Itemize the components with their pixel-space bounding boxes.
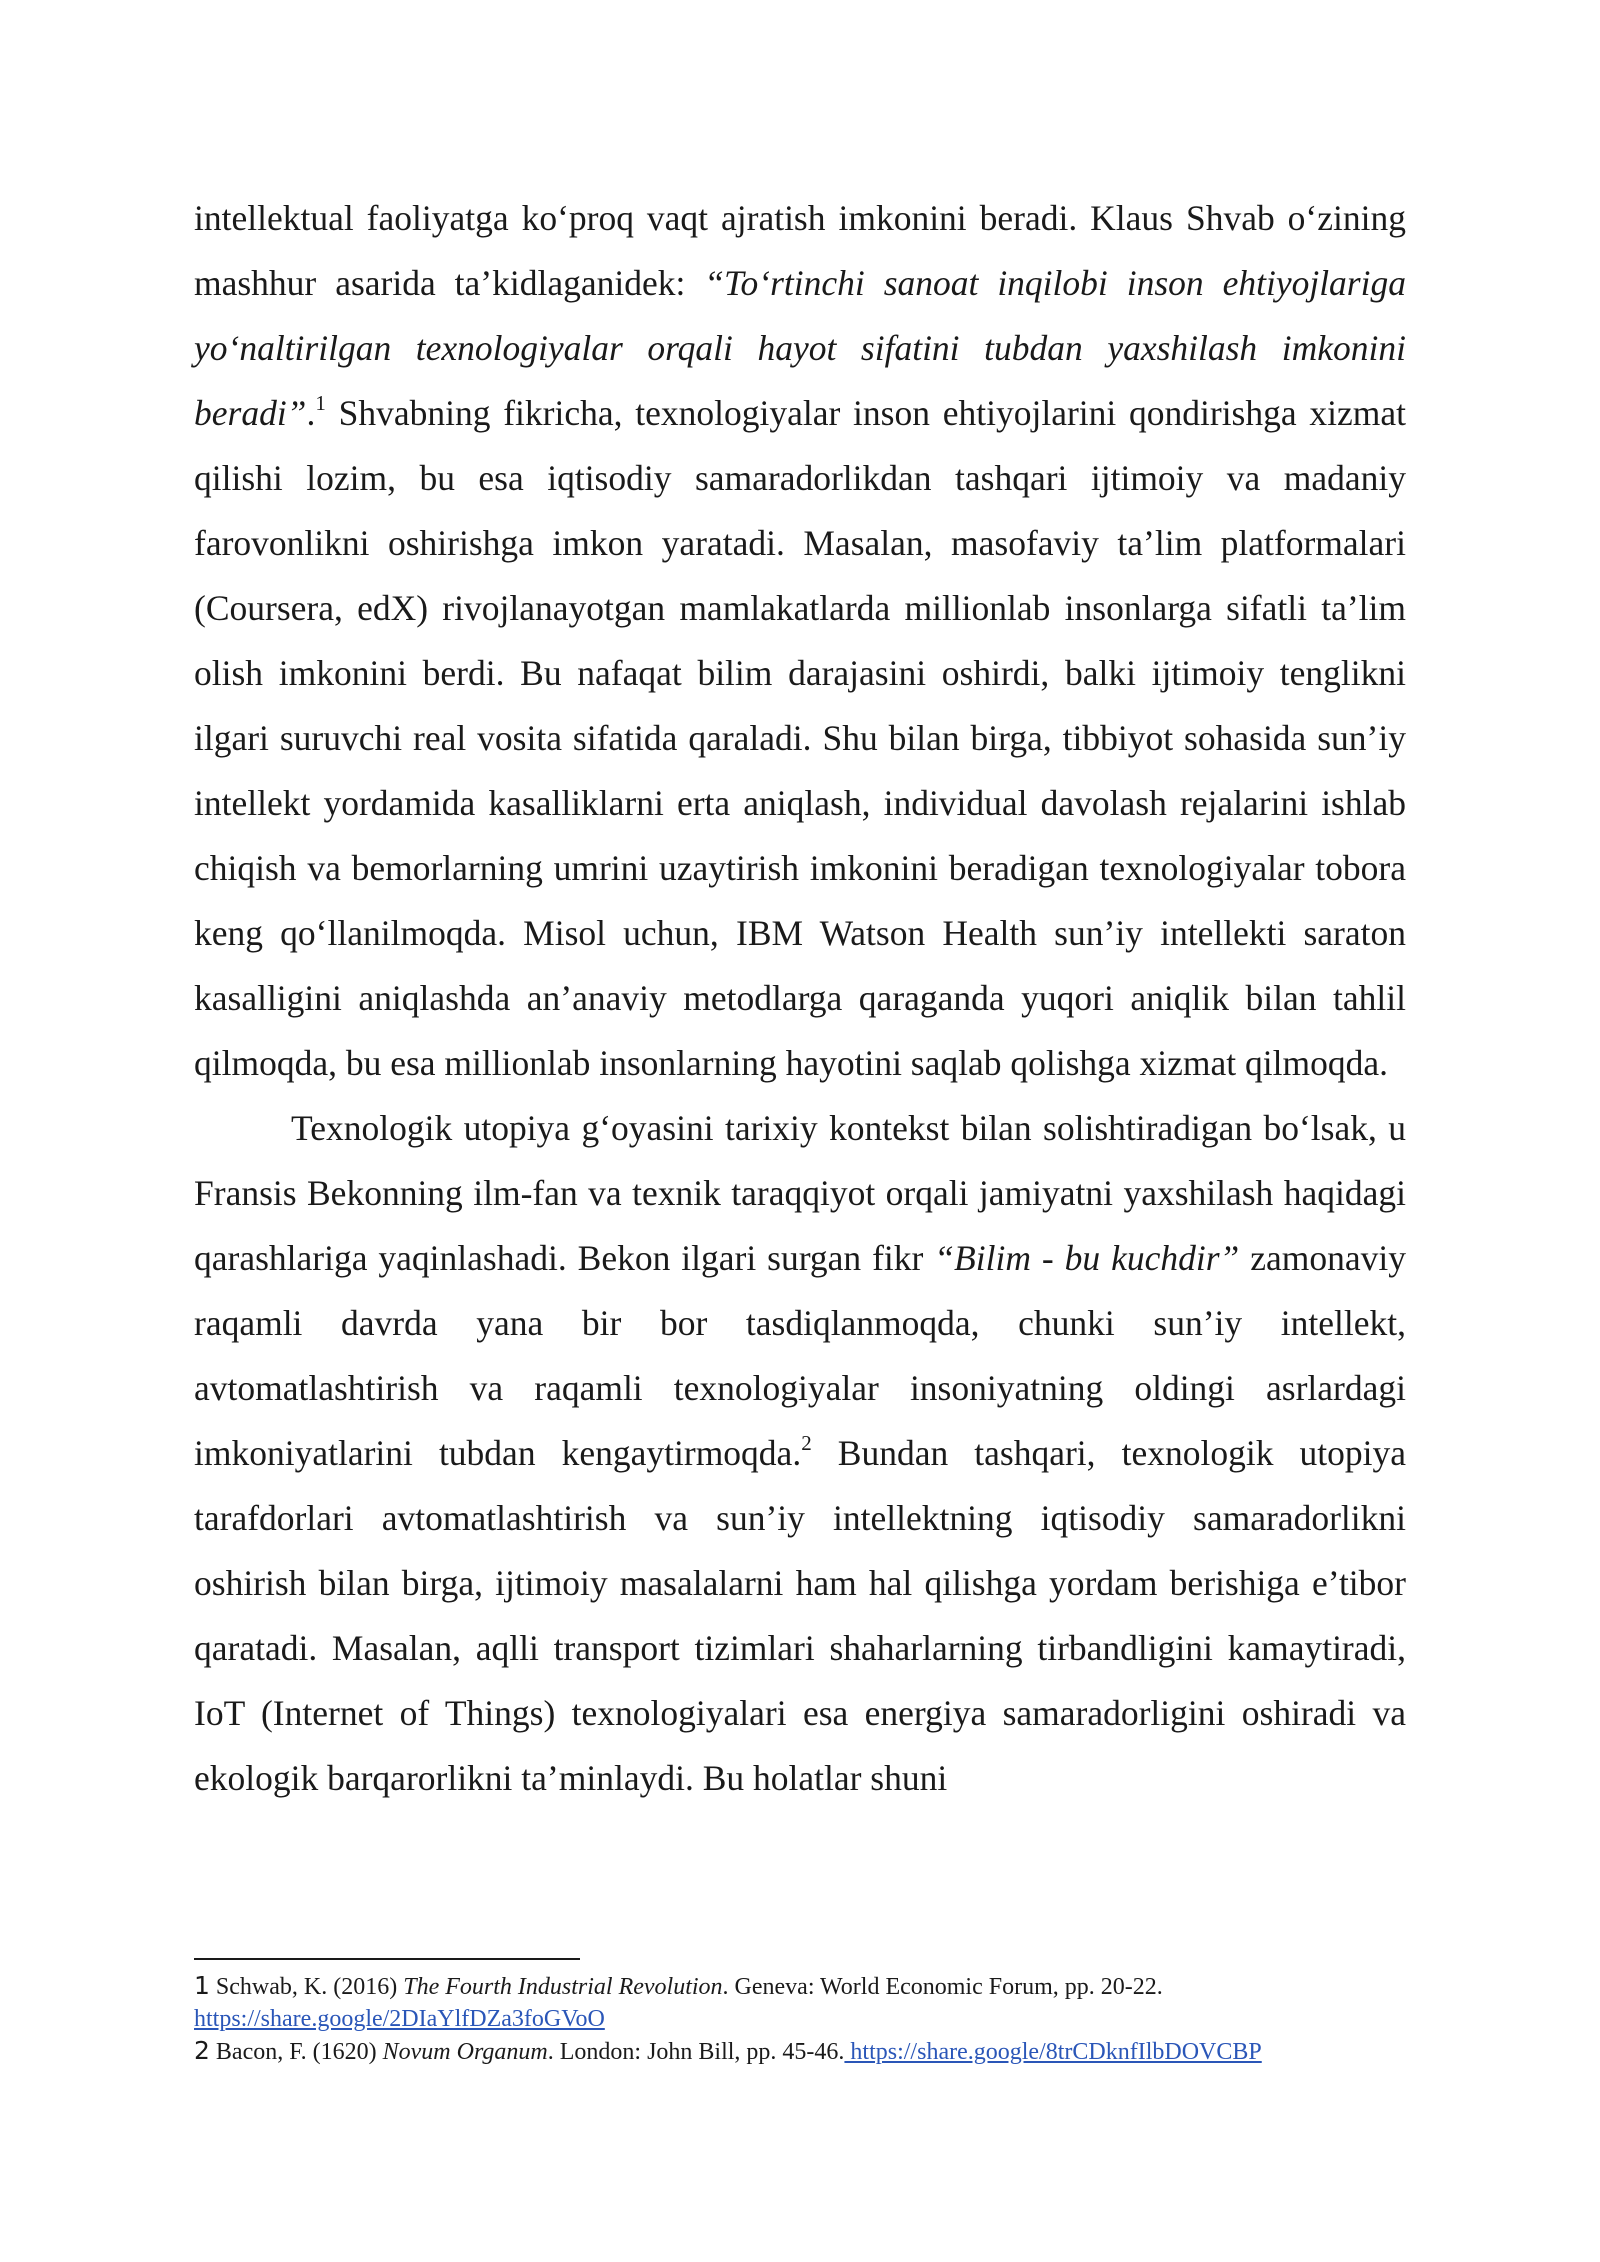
footnote-ref-1[interactable]: 1 bbox=[315, 391, 326, 416]
footnote-ref-2[interactable]: 2 bbox=[801, 1431, 812, 1456]
paragraph-1 bbox=[194, 186, 1406, 1096]
footnote-2-author: Bacon, F. (1620) bbox=[209, 2039, 383, 2065]
footnote-1-publisher: . Geneva: World Economic Forum, pp. 20-22. bbox=[722, 1974, 1163, 2000]
footnote-2-link[interactable]: https://share.google/8trCDknfIlbDOVCBP bbox=[844, 2039, 1262, 2065]
footnote-separator bbox=[194, 1958, 580, 1960]
footnote-1-author: Schwab, K. (2016) bbox=[209, 1974, 404, 2000]
footnote-2-number: 2 bbox=[194, 2036, 210, 2065]
footnote-1 bbox=[194, 1970, 1434, 2035]
footnote-1-number: 1 bbox=[194, 1971, 210, 2000]
footnote-2-publisher: . London: John Bill, pp. 45-46. bbox=[547, 2039, 845, 2065]
paragraph-2-text-end: Bundan tashqari, texnologik utopiya tarafdorlari avtomatlashtirish va sun’iy intellektning iqtisodiy samaradorlikni oshirish bilan birga, ijtimoiy masalalarni ham hal qilishga yordam berishiga e’tibor qaratadi. Masalan, aqlli transport tizimlari shaharlarning tirbandligini kamaytiradi, IoT (Internet of Things) texnologiyalari esa energiya samaradorligini oshiradi va ekologik barqarorlikni ta’minlaydi. Bu holatlar shuni bbox=[194, 1433, 1406, 1798]
paragraph-1-text-end: Shvabning fikricha, texnologiyalar inson ehtiyojlarini qondirishga xizmat qilishi lozim, bu esa iqtisodiy samaradorlikdan tashqari ijtimoiy va madaniy farovonlikni oshirishga imkon yaratadi. Masalan, masofaviy ta’lim platformalari (Coursera, edX) rivojlanayotgan mamlakatlarda millionlab insonlarga sifatli ta’lim olish imkonini berdi. Bu nafaqat bilim darajasini oshirdi, balki ijtimoiy tenglikni ilgari suruvchi real vosita sifatida qaraladi. Shu bilan birga, tibbiyot sohasida sun’iy intellekt yordamida kasalliklarni erta aniqlash, individual davolash rejalarini ishlab chiqish va bemorlarning umrini uzaytirish imkonini beradigan texnologiyalar tobora keng qo‘llanilmoqda. Misol uchun, IBM Watson Health sun’iy intellekti saraton kasalligini aniqlashda an’anaviy metodlarga qaraganda yuqori aniqlik bilan tahlil qilmoqda, bu esa millionlab insonlarning hayotini saqlab qolishga xizmat qilmoqda. bbox=[194, 393, 1406, 1083]
document-body bbox=[194, 186, 1406, 1811]
paragraph-2-text-start: Texnologik utopiya g‘oyasini tarixiy kontekst bilan solishtiradigan bo‘lsak, u Fransis Bekonning ilm-fan va texnik taraqqiyot orqali jamiyatni yaxshilash haqidagi qarashlariga yaqinlashadi. Bekon ilgari surgan fikr bbox=[194, 1108, 1406, 1278]
quote-period: . bbox=[306, 393, 316, 433]
paragraph-1-text-start: intellektual faoliyatga ko‘proq vaqt ajratish imkonini beradi. Klaus Shvab o‘zining mashhur asarida ta’kidlaganidek: bbox=[194, 198, 1406, 303]
footnotes bbox=[194, 1970, 1434, 2068]
schwab-quote: “To‘rtinchi sanoat inqilobi inson ehtiyojlariga yo‘naltirilgan texnologiyalar orqali hayot sifatini tubdan yaxshilash imkonini beradi” bbox=[194, 263, 1406, 433]
footnote-1-link[interactable]: https://share.google/2DIaYlfDZa3foGVoO bbox=[194, 2006, 605, 2032]
paragraph-2-text-middle: zamonaviy raqamli davrda yana bir bor tasdiqlanmoqda, chunki sun’iy intellekt, avtomatlashtirish va raqamli texnologiyalar insoniyatning oldingi asrlardagi imkoniyatlarini tubdan kengaytirmoqda. bbox=[194, 1238, 1406, 1473]
bacon-quote: “Bilim - bu kuchdir” bbox=[934, 1238, 1240, 1278]
footnote-2-title: Novum Organum bbox=[382, 2039, 548, 2065]
footnote-2 bbox=[194, 2035, 1434, 2068]
paragraph-2 bbox=[194, 1096, 1406, 1811]
footnote-1-title: The Fourth Industrial Revolution bbox=[403, 1974, 723, 2000]
